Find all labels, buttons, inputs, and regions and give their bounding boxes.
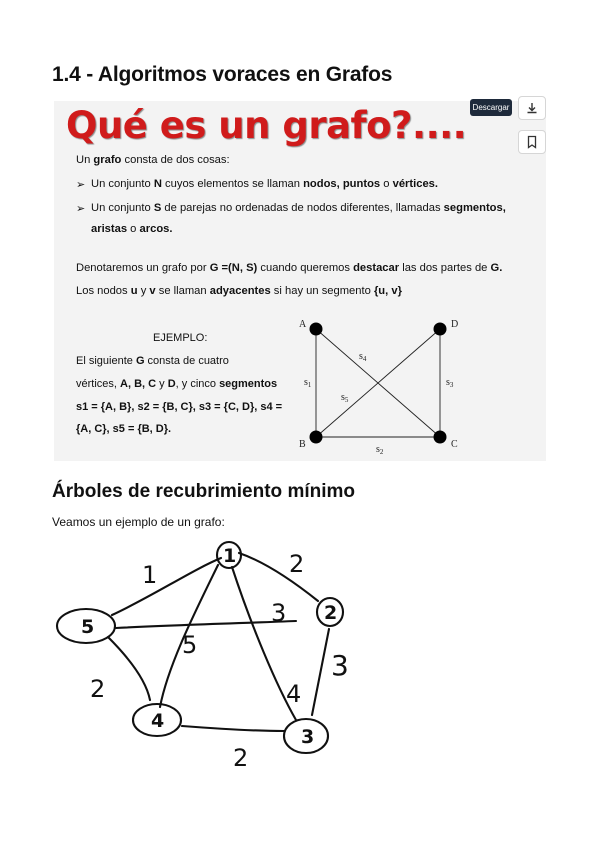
adjacent-line: Los nodos u y v se llaman adyacentes si hay un segmento {u, v} — [76, 285, 402, 297]
sketch-node-1-label: 1 — [223, 545, 237, 567]
intro-text: Veamos un ejemplo de un grafo: — [52, 515, 225, 529]
label-c: C — [451, 439, 458, 450]
node-a — [310, 323, 323, 336]
sketch-node-3-label: 3 — [301, 726, 315, 748]
edge-1-2 — [239, 553, 318, 601]
node-c — [434, 431, 447, 444]
page-title: 1.4 - Algoritmos voraces en Grafos — [52, 63, 393, 86]
label-b: B — [299, 439, 306, 450]
example-title: EJEMPLO: — [153, 332, 208, 344]
weight-2-3: 3 — [331, 649, 349, 682]
slide-image — [54, 101, 546, 461]
weight-1-4: 5 — [182, 631, 198, 659]
slide-title: Qué es un grafo?.... — [66, 104, 467, 147]
example-graph — [54, 101, 546, 461]
label-s5: $s_5$ — [341, 392, 349, 404]
weight-5-2: 3 — [271, 599, 287, 627]
label-a: A — [299, 319, 307, 330]
edge-5-1 — [112, 558, 221, 615]
example-line-2: vértices, A, B, C y D, y cinco segmentos — [76, 378, 278, 390]
label-s1: $s_1$ — [304, 377, 312, 389]
sketch-node-4-label: 4 — [151, 710, 165, 732]
label-s3: $s_3$ — [446, 377, 454, 389]
edge-2-3 — [312, 629, 329, 715]
sketch-node-5-label: 5 — [81, 616, 95, 638]
edge-5-4 — [108, 637, 150, 700]
example-line-4: {A, C}, s5 = {B, D}. — [76, 423, 172, 435]
label-s4: $s_4$ — [359, 351, 367, 363]
section-heading: Árboles de recubrimiento mínimo — [52, 481, 355, 502]
node-b — [310, 431, 323, 444]
weight-1-3: 4 — [286, 680, 302, 708]
bullet-marker: ➢ — [76, 179, 86, 191]
bullet-segments-cont: aristas o arcos. — [91, 223, 173, 235]
label-d: D — [451, 319, 459, 330]
weight-1-2: 2 — [289, 550, 305, 578]
weight-5-1: 1 — [142, 561, 158, 589]
weight-5-4: 2 — [90, 675, 106, 703]
download-icon-button[interactable] — [518, 96, 546, 120]
bullet-segments: Un conjunto S de parejas no ordenadas de nodos diferentes, llamadas segmentos, — [91, 202, 506, 214]
example-line-1: El siguiente G consta de cuatro — [76, 355, 229, 367]
bullet-nodes: Un conjunto N cuyos elementos se llaman nodos, puntos o vértices. — [91, 178, 438, 190]
handdrawn-graph — [46, 535, 366, 770]
bullet-marker: ➢ — [76, 203, 86, 215]
bookmark-button[interactable] — [518, 130, 546, 154]
edge-4-3 — [182, 726, 284, 731]
sketch-node-2-label: 2 — [324, 602, 338, 624]
weight-4-3: 2 — [233, 744, 249, 770]
bookmark-icon — [526, 135, 538, 149]
download-button[interactable]: Descargar — [470, 99, 512, 116]
label-s2: $s_2$ — [376, 444, 384, 456]
denote-line: Denotaremos un grafo por G =(N, S) cuando queremos destacar las dos partes de G. — [76, 262, 503, 274]
example-line-3: s1 = {A, B}, s2 = {B, C}, s3 = {C, D}, s4 = — [76, 401, 283, 413]
node-d — [434, 323, 447, 336]
slide-intro: Un grafo consta de dos cosas: — [76, 154, 230, 166]
download-icon — [525, 101, 539, 115]
edge-5-2 — [116, 621, 296, 628]
